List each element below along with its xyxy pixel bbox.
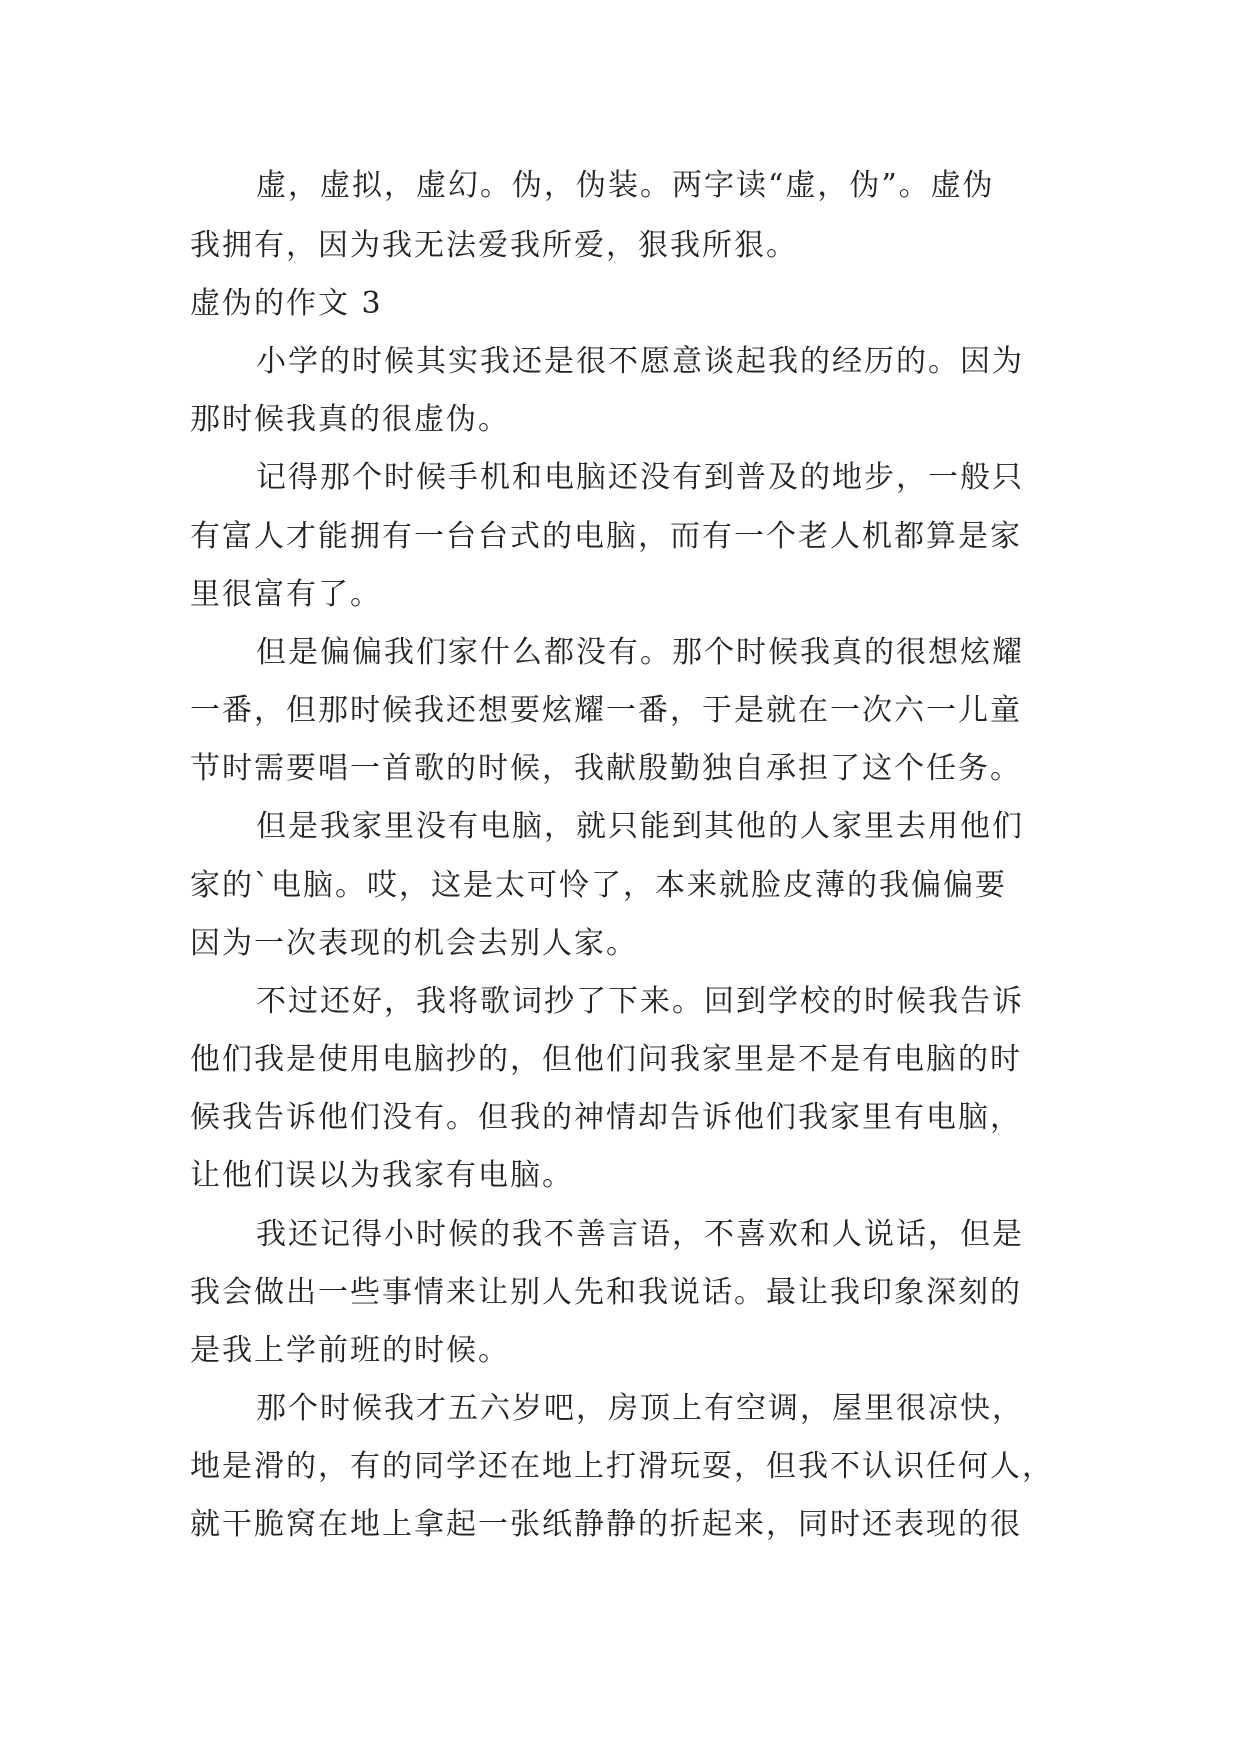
text-line: 候我告诉他们没有。但我的神情却告诉他们我家里有电脑，	[190, 1100, 1022, 1135]
section-heading: 虚伪的作文 3	[190, 286, 383, 321]
text-line: 但是偏偏我们家什么都没有。那个时候我真的很想炫耀	[256, 635, 1024, 670]
text-line: 不过还好，我将歌词抄了下来。回到学校的时候我告诉	[256, 984, 1024, 1019]
text-line: 虚，虚拟，虚幻。伪，伪装。两字读“虚，伪”。虚伪	[256, 168, 995, 203]
text-line: 我还记得小时候的我不善言语，不喜欢和人说话，但是	[256, 1217, 1024, 1252]
text-line: 地是滑的，有的同学还在地上打滑玩耍，但我不认识任何人，	[190, 1449, 1054, 1484]
text-line: 一番，但那时候我还想要炫耀一番，于是就在一次六一儿童	[190, 693, 1022, 728]
text-line: 我拥有，因为我无法爱我所爱，狠我所狠。	[190, 228, 798, 263]
text-line: 记得那个时候手机和电脑还没有到普及的地步，一般只	[256, 460, 1024, 495]
text-line: 是我上学前班的时候。	[190, 1333, 510, 1368]
text-line: 就干脆窝在地上拿起一张纸静静的折起来，同时还表现的很	[190, 1507, 1022, 1542]
text-line: 但是我家里没有电脑，就只能到其他的人家里去用他们	[256, 809, 1024, 844]
text-line: 里很富有了。	[190, 577, 382, 612]
text-line: 有富人才能拥有一台台式的电脑，而有一个老人机都算是家	[190, 519, 1022, 554]
text-line: 他们我是使用电脑抄的，但他们问我家里是不是有电脑的时	[190, 1042, 1022, 1077]
text-line: 让他们误以为我家有电脑。	[190, 1158, 574, 1193]
text-line: 因为一次表现的机会去别人家。	[190, 926, 638, 961]
text-line: 我会做出一些事情来让别人先和我说话。最让我印象深刻的	[190, 1275, 1022, 1310]
text-line: 节时需要唱一首歌的时候，我献殷勤独自承担了这个任务。	[190, 751, 1022, 786]
text-line: 家的`电脑。哎，这是太可怜了，本来就脸皮薄的我偏偏要	[190, 868, 1007, 903]
text-line: 那时候我真的很虚伪。	[190, 402, 510, 437]
text-line: 那个时候我才五六岁吧，房顶上有空调，屋里很凉快，	[256, 1391, 1024, 1426]
text-line: 小学的时候其实我还是很不愿意谈起我的经历的。因为	[256, 344, 1024, 379]
